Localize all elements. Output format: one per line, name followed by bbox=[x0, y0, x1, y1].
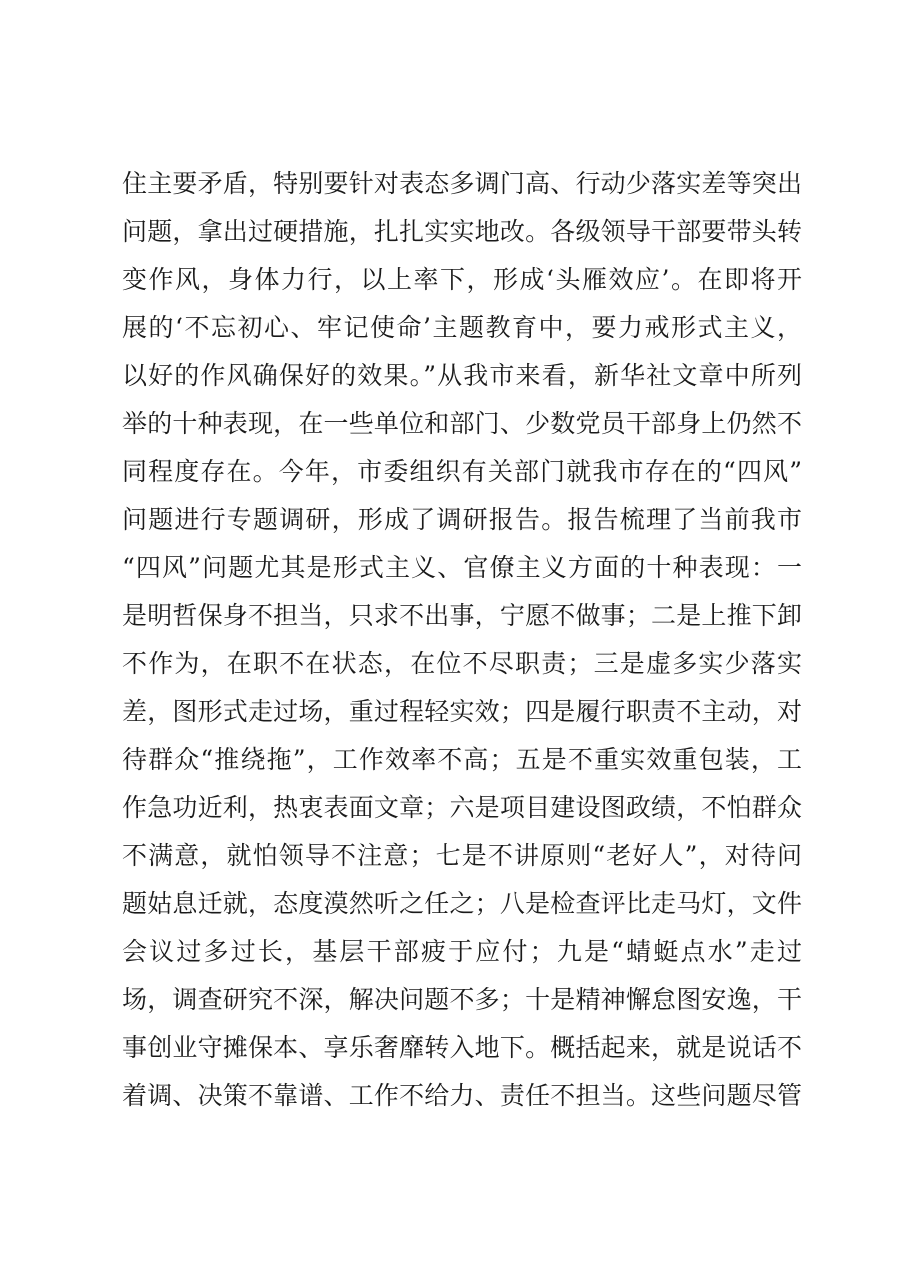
text-line: 差，图形式走过场，重过程轻实效；四是履行职责不主动，对 bbox=[122, 697, 802, 726]
text-line: 以好的作风确保好的效果。”从我市来看，新华社文章中所列 bbox=[122, 361, 802, 390]
text-line: 是明哲保身不担当，只求不出事，宁愿不做事；二是上推下卸 bbox=[122, 601, 802, 630]
text-line: 不满意，就怕领导不注意；七是不讲原则“老好人”，对待问 bbox=[122, 841, 802, 870]
text-line: 问题，拿出过硬措施，扎扎实实地改。各级领导干部要带头转 bbox=[122, 217, 802, 246]
text-line: “四风”问题尤其是形式主义、官僚主义方面的十种表现：一 bbox=[122, 553, 802, 582]
text-line: 不作为，在职不在状态，在位不尽职责；三是虚多实少落实 bbox=[122, 649, 802, 678]
text-line: 着调、决策不靠谱、工作不给力、责任不担当。这些问题尽管 bbox=[122, 1081, 802, 1110]
text-line: 事创业守摊保本、享乐奢靡转入地下。概括起来，就是说话不 bbox=[122, 1033, 802, 1062]
text-line: 举的十种表现，在一些单位和部门、少数党员干部身上仍然不 bbox=[122, 409, 802, 438]
text-line: 同程度存在。今年，市委组织有关部门就我市存在的“四风” bbox=[122, 457, 802, 486]
text-line: 作急功近利，热衷表面文章；六是项目建设图政绩，不怕群众 bbox=[122, 793, 802, 822]
text-line: 会议过多过长，基层干部疲于应付；九是“蜻蜓点水”走过 bbox=[122, 937, 802, 966]
text-line: 题姑息迁就，态度漠然听之任之；八是检查评比走马灯，文件 bbox=[122, 889, 802, 918]
text-line: 变作风，身体力行，以上率下，形成‘头雁效应’。在即将开 bbox=[122, 265, 802, 294]
body-text bbox=[122, 160, 802, 1120]
text-line: 问题进行专题调研，形成了调研报告。报告梳理了当前我市 bbox=[122, 505, 802, 534]
text-line: 住主要矛盾，特别要针对表态多调门高、行动少落实差等突出 bbox=[122, 169, 802, 198]
text-line: 待群众“推绕拖”，工作效率不高；五是不重实效重包装，工 bbox=[122, 745, 802, 774]
text-line: 场，调查研究不深，解决问题不多；十是精神懈怠图安逸，干 bbox=[122, 985, 802, 1014]
text-line: 展的‘不忘初心、牢记使命’主题教育中，要力戒形式主义， bbox=[122, 313, 802, 342]
